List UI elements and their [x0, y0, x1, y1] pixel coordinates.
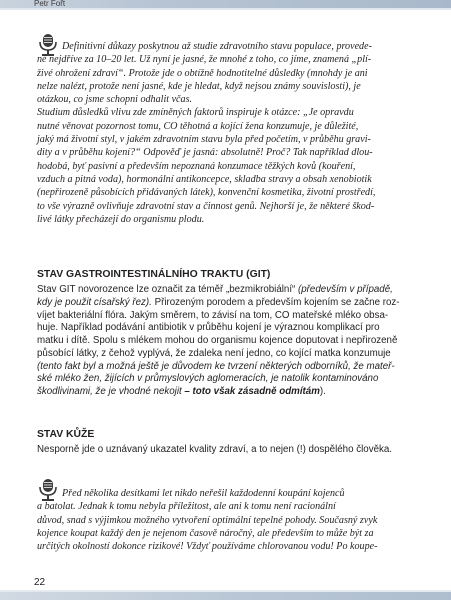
text-run-bold-italic: – toto však zásadně odmítám	[181, 386, 320, 397]
quote-line: livé látky přecházejí do organismu plodu.	[37, 213, 205, 225]
text-line: působící látky, z čehož vyplývá, že zdaleka není jedno, co kojící matka konzumuje	[37, 347, 391, 359]
quote-line: (nepřirozeně působících přidávaných látek), konvenční kosmetika, životní prostředí,	[37, 187, 376, 199]
quote-line: né nejdříve za 10–20 let. Už nyní je jasné, že mnohé z toho, co jíme, znamená „plí-	[37, 54, 372, 66]
section-heading-git: STAV GASTROINTESTINÁLNÍHO TRAKTU (GIT)	[37, 269, 271, 280]
quote-line: určitých okolností dokonce rizikové! Vždyť používáme chlorovanou vodu! Po koupe-	[37, 541, 378, 553]
quote-line: kojence koupat každý den je nejenom časově náročný, ale především to může být za	[37, 527, 374, 539]
quote-line: živé ohrožení zdraví“. Protože jde o obtížně hodnotitelné důsledky (mnohdy je ani	[37, 67, 368, 79]
text-line-italic: ské mléko žen, žijících v průmyslových aglomeracích, je natolik kontaminováno	[37, 373, 379, 385]
quote-line: jaký má životní styl, v jakém zdravotním stavu byla před početím, v průběhu gravi-	[37, 134, 371, 146]
quote-line: Definitivní důkazy poskytnou až studie zdravotního stavu populace, provede-	[62, 41, 372, 52]
quote-line: hodobá, byť pasivní a především nepoznaná konzumace těžkých kovů (kouření,	[37, 160, 356, 172]
top-decorative-band	[0, 0, 451, 8]
page-number: 22	[34, 577, 46, 588]
quote-line: otázkou, co jsme schopni odhalit včas.	[37, 94, 193, 106]
quote-line: vzduch a pitná voda), hormonální antikoncepce, skladba stravy a obsah xenobiotik	[37, 173, 372, 185]
text-line: víjet bakteriální flóra. Jakým směrem, to závisí na tom, CO mateřské mléko obsa-	[37, 309, 389, 321]
quote-line: Před několika desítkami let nikdo neřešil každodenní koupání kojenců	[62, 488, 345, 499]
quote-line: a batolat. Jednak k tomu nebyla příležitost, ale ani k tomu není racionální	[37, 501, 336, 513]
quote-line: Studium důsledků vlivu zde zmíněných faktorů inspiruje k otázce: „Je opravdu	[37, 107, 354, 119]
paragraph-kuze: Nesporně jde o uznávaný ukazatel kvality zdraví, a to nejen (!) dospělého člověka.	[37, 444, 392, 455]
bottom-decorative-band	[0, 592, 451, 600]
running-header-author: Petr Fořt	[34, 0, 66, 8]
quote-block-2	[37, 487, 416, 553]
text-line: matku i dítě. Spolu s mlékem mohou do organismu kojence doputovat i nepřirozeně	[37, 335, 398, 346]
quote-line: nelze nalézt, protože není jasné, kde je hledat, když nejsou známy souvislosti), je	[37, 80, 361, 92]
text-run-italic: (především v případě,	[298, 284, 393, 295]
quote-line: nutné věnovat pozornost tomu, CO těhotná a kojící žena konzumuje, je důležité,	[37, 120, 359, 132]
text-run: ).	[319, 386, 326, 397]
text-line: huje. Například podávání antibiotik v průběhu kojení je výraznou komplikací pro	[37, 322, 380, 334]
quote-block-1	[37, 40, 416, 226]
text-run: Stav GIT novorozence lze označit za téměř „bezmikrobiální“	[37, 284, 299, 295]
text-run: Přirozeným porodem a především kojením se začne roz-	[151, 296, 400, 308]
quote-line: důvod, snad s výjimkou možného vytvoření optimální tepelné pohody. Současný zvyk	[37, 514, 378, 526]
text-run-italic: kdy je použit císařský řez).	[37, 296, 152, 308]
paragraph-git	[37, 284, 416, 399]
section-heading-kuze: STAV KŮŽE	[37, 429, 95, 440]
quote-line: to vše výrazně ovlivňuje zdravotní stav a činnost genů. Nejhorší je, že některé škod-	[37, 200, 375, 212]
text-run-italic: škodlivinami, že je vhodné nekojit	[37, 386, 182, 397]
quote-line: dity a v průběhu kojení?“ Odpověď je jasná: absolutně! Proč? Tak například dlou-	[37, 147, 373, 159]
text-line-italic: (tento fakt byl a možná ještě je důvodem ke tvrzení některých odborníků, že mateř-	[37, 360, 395, 372]
